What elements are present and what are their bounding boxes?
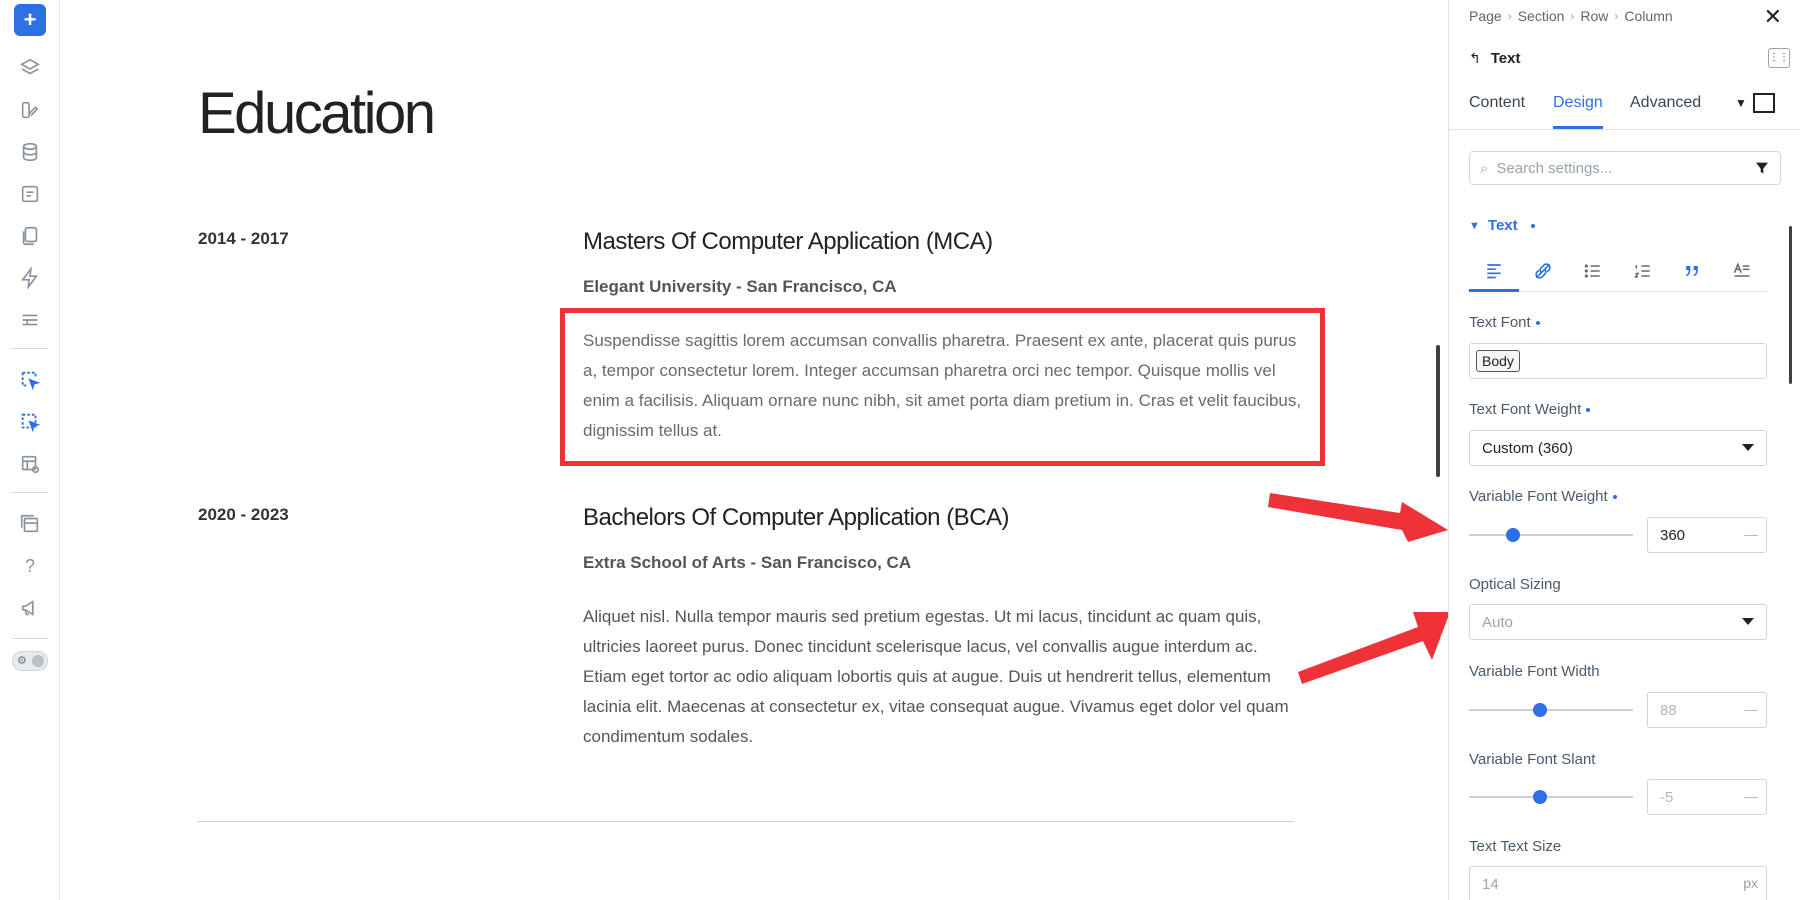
optical-sizing-select[interactable] xyxy=(1469,604,1767,640)
entry-degree[interactable]: Masters Of Computer Application (MCA) xyxy=(583,228,993,255)
variable-slant-slider[interactable] xyxy=(1469,787,1633,807)
chevron-right-icon: › xyxy=(1507,9,1512,23)
gear-icon: ⚙ xyxy=(17,655,27,667)
entry-description[interactable]: Suspendisse sagittis lorem accumsan convallis pharetra. Praesent ex ante, placerat quis purus a, tempor consectetur lorem. Integer accumsan pharetra orci nec tempor. Quisque mollis vel enim a facilisis. Aliquam ornare nunc nibh, sit amet porta diam pretium in. Cras et velit faucibus, dignissim tellus at. xyxy=(583,331,1302,440)
preview-icon[interactable] xyxy=(14,448,46,480)
entry-degree[interactable]: Bachelors Of Computer Application (BCA) xyxy=(583,504,1010,531)
reset-dash-icon[interactable]: — xyxy=(1744,701,1758,717)
section-divider xyxy=(198,821,1294,822)
caret-down-icon xyxy=(1742,618,1754,625)
breadcrumb xyxy=(1469,8,1673,24)
page-title[interactable]: Education xyxy=(198,81,434,146)
chevron-right-icon: › xyxy=(1570,9,1575,23)
slider-thumb[interactable] xyxy=(1533,790,1547,804)
variable-weight-label: Variable Font Weight xyxy=(1469,488,1617,505)
section-toggle-text[interactable] xyxy=(1469,217,1535,234)
caret-down-icon[interactable]: ▼ xyxy=(1735,96,1747,110)
announce-icon[interactable] xyxy=(14,592,46,624)
slider-thumb[interactable] xyxy=(1533,703,1547,717)
text-size-value: 14 xyxy=(1482,875,1499,893)
add-element-button[interactable] xyxy=(14,4,46,36)
toolbar-divider xyxy=(12,492,48,493)
entry-school[interactable]: Elegant University - San Francisco, CA xyxy=(583,277,897,296)
optical-sizing-value: Auto xyxy=(1482,613,1513,631)
builder-toolbar xyxy=(0,0,60,900)
toggle-knob xyxy=(32,655,44,667)
palette-icon[interactable] xyxy=(14,94,46,126)
reset-dash-icon[interactable]: — xyxy=(1744,526,1758,542)
section-title: Text xyxy=(1487,217,1518,234)
numbered-list-icon[interactable] xyxy=(1618,250,1668,292)
text-size-label: Text Text Size xyxy=(1469,838,1562,855)
select-cursor-alt-icon[interactable] xyxy=(14,406,46,438)
optical-sizing-label: Optical Sizing xyxy=(1469,576,1561,593)
breadcrumb-item[interactable]: Row xyxy=(1580,8,1609,24)
toolbar-divider xyxy=(12,638,48,639)
slider-thumb[interactable] xyxy=(1506,528,1520,542)
text-font-label: Text Font xyxy=(1469,314,1540,331)
tab-design[interactable]: Design xyxy=(1553,94,1603,129)
text-size-input[interactable] xyxy=(1469,866,1767,900)
tab-advanced[interactable]: Advanced xyxy=(1630,94,1702,111)
entry-years[interactable]: 2014 - 2017 xyxy=(198,229,289,248)
select-cursor-icon[interactable] xyxy=(14,364,46,396)
panel-options-icon[interactable]: ⋮⋮ xyxy=(1768,48,1790,68)
chevron-right-icon: › xyxy=(1614,9,1619,23)
entry-description[interactable]: Aliquet nisl. Nulla tempor mauris sed pretium egestas. Ut mi lacus, tincidunt ac quam quis, ultricies laoreet purus. Donec tincidunt scelerisque lacus, vel convallis augue interdum ac. Etiam eget tortor ac odio aliquam lobortis quis at augue. Duis ut hendrerit tellus, elementum lacinia elit. Maecenas at consectetur ex, vitae consequat augue. Vivamus eget dolor vel quam condimentum sodales. xyxy=(583,607,1289,746)
font-weight-label: Text Font Weight xyxy=(1469,401,1590,418)
plus-icon: + xyxy=(23,7,37,32)
form-icon[interactable] xyxy=(14,178,46,210)
responsive-view-icon[interactable] xyxy=(1753,93,1775,113)
toolbar-divider xyxy=(12,348,48,349)
caret-down-icon: ▼ xyxy=(1469,219,1480,232)
align-left-icon[interactable] xyxy=(1469,250,1519,292)
settings-search-input[interactable] xyxy=(1469,151,1781,185)
font-weight-value: Custom (360) xyxy=(1482,439,1573,457)
breadcrumb-item[interactable]: Column xyxy=(1624,8,1673,24)
variable-width-slider[interactable] xyxy=(1469,700,1633,720)
text-format-tabs xyxy=(1469,250,1767,292)
text-font-field[interactable] xyxy=(1469,343,1767,379)
reset-dash-icon[interactable]: — xyxy=(1744,788,1758,804)
variable-slant-label: Variable Font Slant xyxy=(1469,751,1596,768)
canvas-scrollbar[interactable] xyxy=(1436,345,1440,477)
variable-width-label: Variable Font Width xyxy=(1469,663,1600,680)
database-icon[interactable] xyxy=(14,136,46,168)
templates-icon[interactable] xyxy=(14,508,46,540)
panel-tabs xyxy=(1449,84,1800,130)
help-icon[interactable]: ? xyxy=(24,555,35,576)
selected-module-outline xyxy=(560,308,1325,466)
font-chip: Body xyxy=(1476,350,1520,372)
variable-width-input[interactable]: 88 — xyxy=(1647,692,1767,728)
entry-school[interactable]: Extra School of Arts - San Francisco, CA xyxy=(583,553,912,572)
variable-weight-slider[interactable] xyxy=(1469,525,1633,545)
list-icon[interactable] xyxy=(14,304,46,336)
theme-toggle[interactable] xyxy=(12,651,48,671)
entry-years[interactable]: 2020 - 2023 xyxy=(198,505,289,524)
panel-scrollbar[interactable] xyxy=(1789,226,1792,384)
unit-label: px xyxy=(1743,875,1758,891)
close-icon[interactable]: ✕ xyxy=(1763,4,1782,29)
page-canvas xyxy=(61,0,1447,900)
quote-icon[interactable] xyxy=(1667,250,1717,292)
breadcrumb-item[interactable]: Section xyxy=(1517,8,1565,24)
search-placeholder: Search settings... xyxy=(1496,159,1613,177)
tab-content[interactable]: Content xyxy=(1469,94,1526,111)
link-icon[interactable] xyxy=(1519,250,1569,292)
element-header xyxy=(1469,50,1520,67)
heading-text-icon[interactable] xyxy=(1717,250,1767,292)
element-name: Text xyxy=(1490,50,1521,67)
lightning-icon[interactable] xyxy=(14,262,46,294)
modified-dot xyxy=(1531,224,1535,228)
variable-weight-input[interactable]: 360 — xyxy=(1647,517,1767,553)
pages-icon[interactable] xyxy=(14,220,46,252)
back-arrow-icon[interactable]: ↰ xyxy=(1469,50,1481,66)
layers-icon[interactable] xyxy=(14,52,46,84)
search-icon: ⌕ xyxy=(1480,159,1489,177)
filter-icon xyxy=(1754,160,1770,176)
bullet-list-icon[interactable] xyxy=(1568,250,1618,292)
breadcrumb-item[interactable]: Page xyxy=(1469,8,1502,24)
settings-panel xyxy=(1448,0,1800,900)
font-weight-select[interactable] xyxy=(1469,430,1767,466)
caret-down-icon xyxy=(1742,444,1754,451)
variable-slant-input[interactable]: -5 — xyxy=(1647,779,1767,815)
